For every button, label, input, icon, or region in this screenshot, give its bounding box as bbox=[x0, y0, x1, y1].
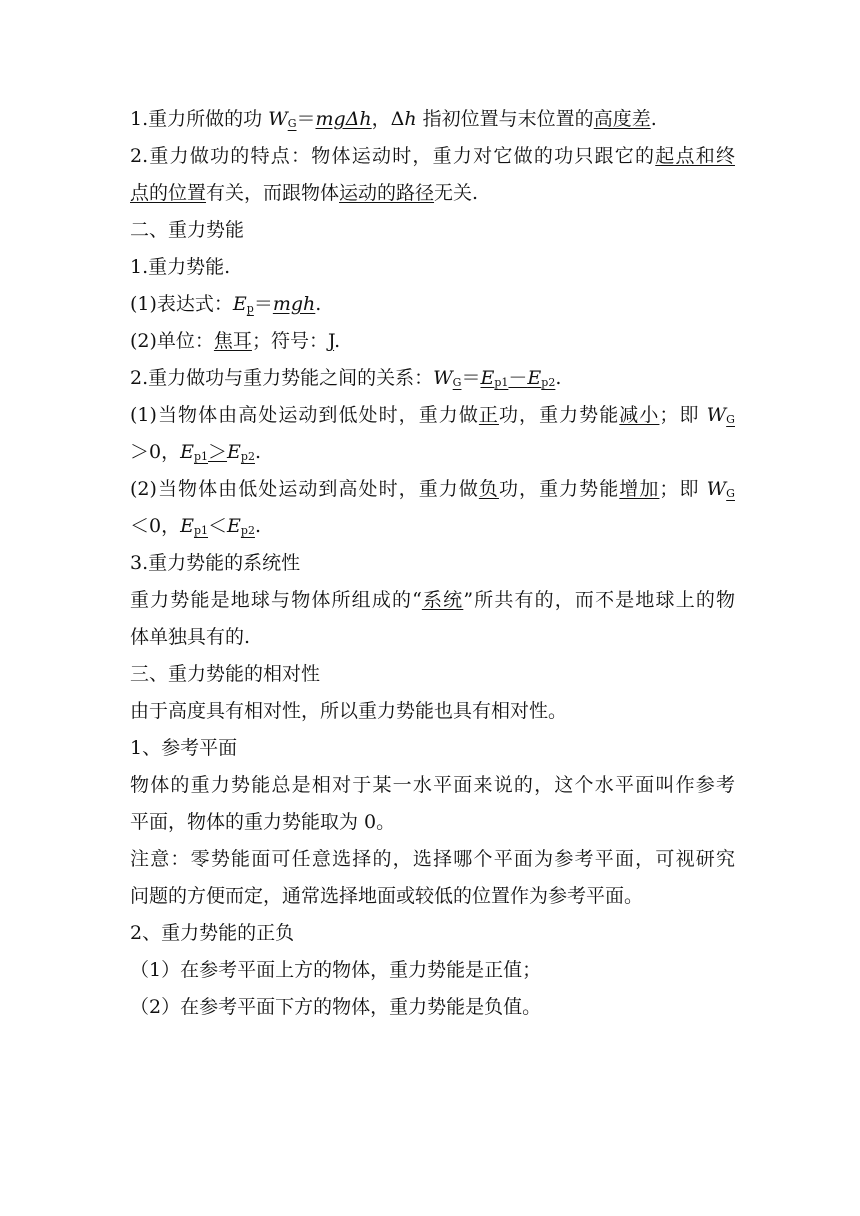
text-line-system bbox=[130, 582, 735, 619]
text-run: h bbox=[404, 108, 417, 130]
text-run: G bbox=[452, 376, 462, 389]
text-line-relativity bbox=[130, 693, 735, 730]
text-run: ＞0， bbox=[130, 441, 181, 463]
text-run: W bbox=[268, 108, 288, 130]
text-run: . bbox=[334, 330, 341, 352]
text-run: ＝ bbox=[253, 293, 273, 315]
text-run: 平面，物体的重力势能取为 0。 bbox=[130, 811, 396, 833]
text-run: (1)当物体由高处运动到低处时，重力做 bbox=[130, 404, 479, 426]
text-run: ＜ bbox=[208, 515, 228, 537]
text-run: 起点和终 bbox=[655, 145, 735, 167]
text-run: 增加 bbox=[619, 478, 660, 500]
text-run: E bbox=[480, 367, 495, 389]
text-run: ”所共有的，而不是地球上的物 bbox=[463, 589, 735, 611]
text-run: 功，重力势能 bbox=[498, 478, 620, 500]
text-run: . bbox=[254, 515, 261, 537]
text-run: ＜0， bbox=[130, 515, 181, 537]
text-run: (1)表达式： bbox=[130, 293, 233, 315]
text-run: 由于高度具有相对性，所以重力势能也具有相对性。 bbox=[130, 700, 568, 722]
text-run: . bbox=[254, 441, 261, 463]
text-run: （1）在参考平面上方的物体，重力势能是正值； bbox=[130, 959, 542, 981]
text-run: 三、重力势能的相对性 bbox=[130, 663, 321, 685]
text-run: ，Δ bbox=[371, 108, 405, 130]
text-line-sign-negative bbox=[130, 989, 735, 1026]
text-line-case-2-cont bbox=[130, 508, 735, 545]
text-run: 指初位置与末位置的 bbox=[416, 108, 594, 130]
text-run: E bbox=[232, 293, 247, 315]
text-run: p bbox=[246, 302, 254, 315]
text-line-case-2 bbox=[130, 471, 735, 508]
text-run: 正 bbox=[478, 404, 499, 426]
text-line-reference bbox=[130, 767, 735, 804]
text-run: 2.重力做功与重力势能之间的关系： bbox=[130, 367, 434, 389]
text-run: 物体的重力势能总是相对于某一水平面来说的，这个水平面叫作参考 bbox=[130, 774, 735, 796]
subsection-heading-1 bbox=[130, 249, 735, 286]
text-run: 高度差 bbox=[593, 108, 651, 130]
text-line-unit bbox=[130, 323, 735, 360]
section-heading-3 bbox=[130, 656, 735, 693]
text-run: 体单独具有的. bbox=[130, 626, 251, 648]
text-run: 无关. bbox=[434, 182, 479, 204]
text-run: W bbox=[706, 478, 727, 500]
text-run: 3.重力势能的系统性 bbox=[130, 552, 301, 574]
text-run: ；即 bbox=[659, 404, 707, 426]
text-line-note-cont bbox=[130, 878, 735, 915]
text-run: . bbox=[555, 367, 562, 389]
text-run: E bbox=[227, 441, 241, 463]
text-run: 点的位置 bbox=[130, 182, 207, 204]
text-run: ＞ bbox=[208, 441, 228, 463]
subsection-heading-sign bbox=[130, 915, 735, 952]
section-heading-2 bbox=[130, 212, 735, 249]
text-run: mgΔh bbox=[315, 108, 372, 130]
text-run: p1 bbox=[494, 376, 509, 389]
text-run: 1.重力所做的功 bbox=[130, 108, 269, 130]
text-run: ＝ bbox=[296, 108, 316, 130]
text-line-3 bbox=[130, 175, 735, 212]
text-run: 1、参考平面 bbox=[130, 737, 238, 759]
text-line-case-1 bbox=[130, 397, 735, 434]
text-run: － bbox=[508, 367, 528, 389]
text-run: 功，重力势能 bbox=[498, 404, 620, 426]
text-run: p1 bbox=[193, 450, 209, 463]
text-line-case-1-cont bbox=[130, 434, 735, 471]
text-run: E bbox=[527, 367, 542, 389]
text-run: (2)单位： bbox=[130, 330, 214, 352]
text-run: 有关，而跟物体 bbox=[206, 182, 340, 204]
text-run: 系统 bbox=[421, 589, 464, 611]
text-run: ＝ bbox=[461, 367, 481, 389]
text-run: 二、重力势能 bbox=[130, 219, 245, 241]
text-run: 减小 bbox=[619, 404, 660, 426]
text-run: (2)当物体由低处运动到高处时，重力做 bbox=[130, 478, 479, 500]
text-line-system-cont bbox=[130, 619, 735, 656]
text-run: W bbox=[706, 404, 727, 426]
subsection-heading-3 bbox=[130, 545, 735, 582]
text-run: 重力势能是地球与物体所组成的“ bbox=[130, 589, 422, 611]
text-run: . bbox=[315, 293, 322, 315]
text-run: . bbox=[650, 108, 657, 130]
text-run: G bbox=[287, 117, 297, 130]
document-page bbox=[130, 101, 735, 1026]
text-line-reference-cont bbox=[130, 804, 735, 841]
text-run: （2）在参考平面下方的物体，重力势能是负值。 bbox=[130, 996, 542, 1018]
text-run: 1.重力势能. bbox=[130, 256, 231, 278]
text-run: W bbox=[433, 367, 453, 389]
subsection-heading-reference bbox=[130, 730, 735, 767]
text-run: 注意：零势能面可任意选择的，选择哪个平面为参考平面，可视研究 bbox=[130, 848, 735, 870]
text-line-1 bbox=[130, 101, 735, 138]
text-run: mgh bbox=[272, 293, 316, 315]
text-line-2 bbox=[130, 138, 735, 175]
text-run: G bbox=[726, 487, 735, 500]
text-run: p2 bbox=[240, 524, 255, 537]
text-run: G bbox=[726, 413, 735, 426]
text-run: E bbox=[180, 441, 194, 463]
text-run: 2、重力势能的正负 bbox=[130, 922, 295, 944]
text-line-sign-positive bbox=[130, 952, 735, 989]
text-run: 运动的路径 bbox=[339, 182, 435, 204]
text-run: 2.重力做功的特点：物体运动时，重力对它做的功只跟它的 bbox=[130, 145, 656, 167]
text-run: 负 bbox=[478, 478, 499, 500]
text-line-relation bbox=[130, 360, 735, 397]
text-run: E bbox=[227, 515, 241, 537]
text-run: ；即 bbox=[659, 478, 707, 500]
text-run: p1 bbox=[193, 524, 209, 537]
text-run: J bbox=[327, 330, 335, 352]
text-run: E bbox=[180, 515, 194, 537]
text-run: p2 bbox=[240, 450, 255, 463]
text-run: 焦耳 bbox=[213, 330, 252, 352]
text-run: p2 bbox=[541, 376, 556, 389]
text-line-note bbox=[130, 841, 735, 878]
text-run: ；符号： bbox=[251, 330, 328, 352]
text-line-expression bbox=[130, 286, 735, 323]
text-run: 问题的方便而定，通常选择地面或较低的位置作为参考平面。 bbox=[130, 885, 644, 907]
